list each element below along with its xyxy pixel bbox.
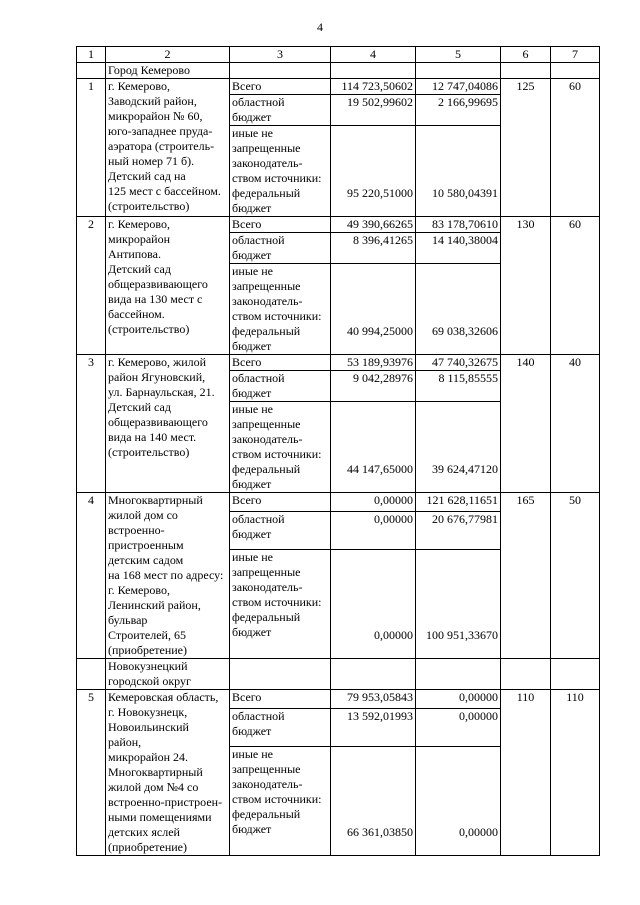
total-col5: 121 628,11651	[416, 493, 501, 512]
section-spacer	[230, 63, 331, 79]
section-title: Новокузнецкий городской округ	[106, 659, 230, 690]
column-header: 7	[551, 47, 600, 63]
regional-col4: 0,00000	[331, 512, 416, 549]
funding-source-total: Всего	[230, 690, 331, 709]
row-number: 3	[77, 355, 106, 493]
federal-col5: 0,00000	[416, 746, 501, 855]
federal-col4: 66 361,03850	[331, 746, 416, 855]
funding-source-regional: областной бюджет	[230, 512, 331, 549]
object-description: Многоквартирный жилой дом со встроенно- пристроенным детским садом на 168 мест по адресу: г. Кемерово, Ленинский район, бульвар Строителей, 65 (приобретение)	[106, 493, 230, 659]
federal-col4: 44 147,65000	[331, 402, 416, 493]
column-header: 5	[416, 47, 501, 63]
regional-col5: 14 140,38004	[416, 233, 501, 264]
section-title: Город Кемерово	[106, 63, 230, 79]
table-row	[77, 79, 600, 95]
row-number: 5	[77, 690, 106, 856]
object-description: Кемеровская область, г. Новокузнецк, Новоильинский район, микрорайон 24. Многоквартирный жилой дом №4 со встроенно-пристроен- ными помещениями детских яслей (приобретение)	[106, 690, 230, 856]
col7-value: 40	[551, 355, 600, 493]
funding-source-regional: областной бюджет	[230, 95, 331, 126]
regional-col5: 2 166,99695	[416, 95, 501, 126]
row-number: 4	[77, 493, 106, 659]
funding-source-other: иные не запрещенные законодатель- ством источники: федеральный бюджет	[230, 746, 331, 855]
total-col5: 12 747,04086	[416, 79, 501, 95]
regional-col4: 8 396,41265	[331, 233, 416, 264]
section-header-row	[77, 659, 600, 690]
total-col5: 83 178,70610	[416, 217, 501, 233]
funding-source-total: Всего	[230, 217, 331, 233]
col7-value: 110	[551, 690, 600, 856]
row-number: 2	[77, 217, 106, 355]
section-header-row	[77, 63, 600, 79]
column-number-row	[77, 47, 600, 63]
col6-value: 140	[501, 355, 551, 493]
object-description: г. Кемерово, жилой район Ягуновский, ул. Барнаульская, 21. Детский сад общеразвивающего вида на 140 мест. (строительство)	[106, 355, 230, 493]
section-spacer	[77, 63, 106, 79]
col6-value: 110	[501, 690, 551, 856]
federal-col5: 100 951,33670	[416, 549, 501, 658]
col7-value: 50	[551, 493, 600, 659]
regional-col4: 13 592,01993	[331, 709, 416, 746]
funding-table	[76, 46, 600, 856]
object-description: г. Кемерово, Заводский район, микрорайон № 60, юго-западнее пруда- аэратора (строитель- ный номер 71 б). Детский сад на 125 мест с бассейном. (строительство)	[106, 79, 230, 217]
regional-col4: 9 042,28976	[331, 371, 416, 402]
federal-col4: 0,00000	[331, 549, 416, 658]
federal-col4: 40 994,25000	[331, 264, 416, 355]
column-header: 6	[501, 47, 551, 63]
funding-source-total: Всего	[230, 493, 331, 512]
federal-col5: 39 624,47120	[416, 402, 501, 493]
column-header: 3	[230, 47, 331, 63]
total-col4: 114 723,50602	[331, 79, 416, 95]
table-row	[77, 217, 600, 233]
col6-value: 125	[501, 79, 551, 217]
section-spacer	[416, 63, 501, 79]
total-col4: 53 189,93976	[331, 355, 416, 371]
section-spacer	[77, 659, 106, 690]
funding-table-body	[77, 47, 600, 856]
section-spacer	[551, 63, 600, 79]
total-col5: 47 740,32675	[416, 355, 501, 371]
section-spacer	[416, 659, 501, 690]
funding-source-other: иные не запрещенные законодатель- ством источники: федеральный бюджет	[230, 264, 331, 355]
funding-source-regional: областной бюджет	[230, 709, 331, 746]
page-number: 4	[317, 20, 323, 34]
funding-source-other: иные не запрещенные законодатель- ством источники: федеральный бюджет	[230, 126, 331, 217]
column-header: 1	[77, 47, 106, 63]
regional-col5: 8 115,85555	[416, 371, 501, 402]
federal-col5: 10 580,04391	[416, 126, 501, 217]
funding-source-total: Всего	[230, 79, 331, 95]
funding-source-regional: областной бюджет	[230, 371, 331, 402]
federal-col4: 95 220,51000	[331, 126, 416, 217]
total-col4: 79 953,05843	[331, 690, 416, 709]
funding-source-total: Всего	[230, 355, 331, 371]
object-description: г. Кемерово, микрорайон Антипова. Детский сад общеразвивающего вида на 130 мест с бассейном. (строительство)	[106, 217, 230, 355]
table-row	[77, 493, 600, 512]
funding-source-other: иные не запрещенные законодатель- ством источники: федеральный бюджет	[230, 549, 331, 658]
total-col5: 0,00000	[416, 690, 501, 709]
total-col4: 0,00000	[331, 493, 416, 512]
section-spacer	[331, 63, 416, 79]
section-spacer	[230, 659, 331, 690]
table-row	[77, 690, 600, 709]
table-row	[77, 355, 600, 371]
section-spacer	[551, 659, 600, 690]
column-header: 4	[331, 47, 416, 63]
section-spacer	[331, 659, 416, 690]
regional-col4: 19 502,99602	[331, 95, 416, 126]
funding-source-other: иные не запрещенные законодатель- ством источники: федеральный бюджет	[230, 402, 331, 493]
regional-col5: 20 676,77981	[416, 512, 501, 549]
federal-col5: 69 038,32606	[416, 264, 501, 355]
col7-value: 60	[551, 217, 600, 355]
section-spacer	[501, 63, 551, 79]
section-spacer	[501, 659, 551, 690]
total-col4: 49 390,66265	[331, 217, 416, 233]
funding-source-regional: областной бюджет	[230, 233, 331, 264]
col7-value: 60	[551, 79, 600, 217]
column-header: 2	[106, 47, 230, 63]
row-number: 1	[77, 79, 106, 217]
regional-col5: 0,00000	[416, 709, 501, 746]
col6-value: 130	[501, 217, 551, 355]
col6-value: 165	[501, 493, 551, 659]
